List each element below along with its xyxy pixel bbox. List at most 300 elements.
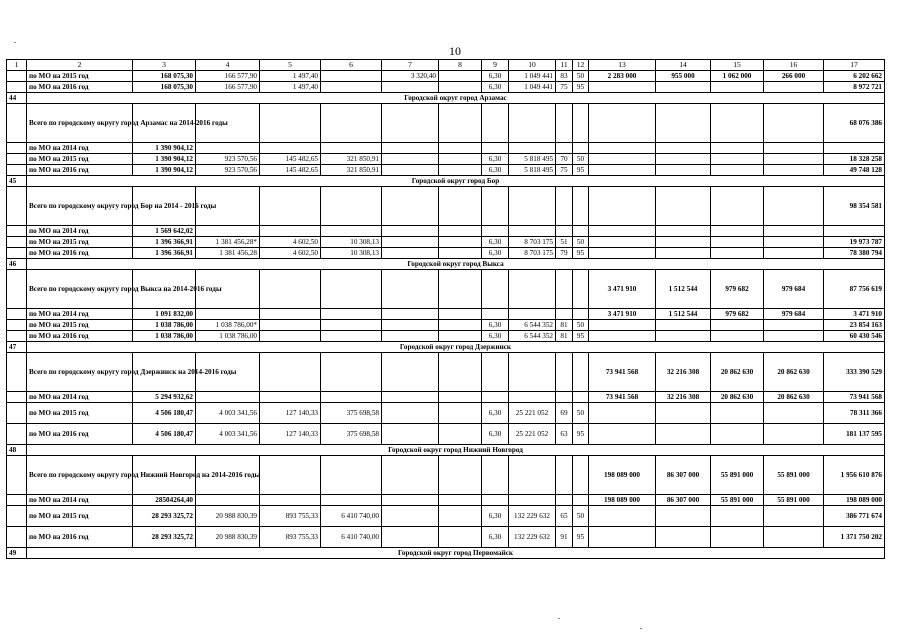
table-cell [509,104,556,143]
column-header: 10 [509,60,556,71]
table-cell [573,187,589,226]
row-label: по МО на 2014 год [27,392,133,403]
table-cell [196,309,260,320]
table-cell: 4 602,50 [260,237,321,248]
table-cell [573,270,589,309]
table-cell: 8 703 175 [509,248,556,259]
scan-mark [14,42,16,43]
table-cell [260,143,321,154]
table-cell: 55 891 000 [711,456,764,495]
table-cell [509,270,556,309]
table-cell: 198 089 000 [824,495,885,506]
row-label: по МО на 2016 год [27,331,133,342]
table-cell [7,104,27,143]
table-cell [656,248,711,259]
table-cell [764,320,824,331]
table-cell: 132 229 632 [509,506,556,527]
table-cell [589,527,656,548]
table-cell: 893 755,33 [260,527,321,548]
table-cell [556,143,573,154]
table-cell: 49 748 128 [824,165,885,176]
row-label: по МО на 2016 год [27,424,133,445]
table-cell [439,495,482,506]
table-cell: 8 972 721 [824,82,885,93]
table-cell [764,506,824,527]
table-cell [589,320,656,331]
table-cell [711,248,764,259]
table-cell [321,320,382,331]
table-cell: 1 956 610 876 [824,456,885,495]
table-cell [382,165,439,176]
table-cell: 6,30 [482,527,509,548]
table-cell [439,353,482,392]
table-cell: 166 577,90 [196,71,260,82]
table-cell [439,143,482,154]
row-label: по МО на 2015 год [27,154,133,165]
page-number: 10 [449,44,461,58]
table-cell: 73 941 568 [824,392,885,403]
table-cell: 25 221 052 [509,424,556,445]
table-cell [439,187,482,226]
section-title: Городской округ город Бор [27,176,885,187]
table-cell: 73 941 568 [589,392,656,403]
table-cell: 181 137 595 [824,424,885,445]
table-cell [764,187,824,226]
table-cell [7,424,27,445]
table-cell [764,104,824,143]
section-row [7,259,885,270]
table-cell: 20 862 630 [764,392,824,403]
table-cell [439,403,482,424]
table-cell: 78 311 366 [824,403,885,424]
table-cell [509,226,556,237]
table-cell: 20 862 630 [764,353,824,392]
row-label: по МО на 2015 год [27,320,133,331]
table-cell [556,495,573,506]
table-cell: 6,30 [482,248,509,259]
table-cell: 1 371 750 202 [824,527,885,548]
table-cell [439,154,482,165]
row-label: Всего по городскому округу город Бор на 2014 - 2016 годы [27,187,133,226]
table-cell [382,82,439,93]
table-cell [382,104,439,143]
row-label: по МО на 2016 год [27,165,133,176]
total-row [7,353,885,392]
table-cell [711,331,764,342]
column-header: 14 [656,60,711,71]
table-cell: 198 089 000 [589,456,656,495]
table-cell: 3 471 910 [589,309,656,320]
table-cell [7,143,27,154]
row-label: по МО на 2016 год [27,527,133,548]
table-row [7,392,885,403]
table-cell: 6,30 [482,154,509,165]
table-cell: 375 698,58 [321,403,382,424]
table-cell: 1 381 456,28* [196,237,260,248]
table-cell: 50 [573,403,589,424]
table-cell [556,353,573,392]
table-cell: 19 973 787 [824,237,885,248]
table-cell: 5 818 495 [509,154,556,165]
table-cell [321,392,382,403]
table-cell [260,270,321,309]
table-cell [321,456,382,495]
table-cell [656,165,711,176]
table-cell: 6,30 [482,424,509,445]
table-cell [509,309,556,320]
table-cell: 168 075,30 [133,82,196,93]
table-cell: 23 854 163 [824,320,885,331]
table-cell: 60 430 546 [824,331,885,342]
table-cell: 87 756 619 [824,270,885,309]
table-cell [439,237,482,248]
table-cell [556,456,573,495]
table-cell [711,527,764,548]
table-cell [7,82,27,93]
table-row [7,424,885,445]
table-cell [556,226,573,237]
table-cell: 50 [573,506,589,527]
table-cell [656,320,711,331]
table-cell [260,226,321,237]
column-header: 9 [482,60,509,71]
table-cell: 1 396 366,91 [133,248,196,259]
table-cell [382,320,439,331]
table-cell [509,392,556,403]
table-cell: 1 049 441 [509,82,556,93]
table-row [7,82,885,93]
table-cell [711,165,764,176]
table-cell [382,143,439,154]
section-title: Городской округ город Нижний Новгород [27,445,885,456]
table-cell [439,71,482,82]
table-cell [589,143,656,154]
table-cell: 127 140,33 [260,424,321,445]
table-cell: 28504264,40 [133,495,196,506]
table-cell: 55 891 000 [711,495,764,506]
table-cell: 1 569 642,02 [133,226,196,237]
table-cell: 98 354 581 [824,187,885,226]
table-cell: 1 497,40 [260,71,321,82]
table-cell [321,71,382,82]
table-cell [764,424,824,445]
table-cell: 4 602,50 [260,248,321,259]
table-cell [764,154,824,165]
table-cell [7,309,27,320]
table-cell [509,456,556,495]
section-row [7,93,885,104]
table-cell [7,320,27,331]
table-cell [439,506,482,527]
table-cell: 321 850,91 [321,154,382,165]
table-cell [196,226,260,237]
table-row [7,506,885,527]
table-cell [7,403,27,424]
table-cell [824,143,885,154]
table-cell [656,331,711,342]
table-cell: 20 862 630 [711,392,764,403]
table-cell [7,165,27,176]
table-cell [482,495,509,506]
table-cell [439,82,482,93]
table-cell: 1 038 786,00 [133,320,196,331]
section-title: Городской округ город Арзамас [27,93,885,104]
table-cell [656,424,711,445]
row-label: по МО на 2016 год [27,248,133,259]
table-cell [482,270,509,309]
table-cell [656,237,711,248]
table-cell: 95 [573,82,589,93]
table-cell [321,331,382,342]
table-cell: 893 755,33 [260,506,321,527]
table-cell: 979 684 [764,309,824,320]
table-cell [439,527,482,548]
table-row [7,331,885,342]
column-header: 2 [27,60,133,71]
table-cell: 6 410 740,00 [321,506,382,527]
table-cell [7,456,27,495]
table-cell: 51 [556,237,573,248]
table-cell [589,154,656,165]
scan-mark [640,628,642,629]
scan-mark [558,618,560,619]
table-cell [439,165,482,176]
table-cell [556,392,573,403]
table-cell [482,456,509,495]
table-cell [711,187,764,226]
table-cell [382,353,439,392]
table-cell: 20 988 830,39 [196,527,260,548]
table-cell [556,187,573,226]
row-label: Всего по городскому округу город Арзамас на 2014-2016 годы [27,104,133,143]
table-cell [824,226,885,237]
table-cell: 81 [556,331,573,342]
table-cell: 32 216 308 [656,392,711,403]
table-cell: 95 [573,527,589,548]
table-cell [482,187,509,226]
table-cell [439,248,482,259]
table-cell [764,248,824,259]
table-row [7,495,885,506]
table-cell [196,143,260,154]
table-cell: 6,30 [482,320,509,331]
table-cell [321,143,382,154]
section-title: Городской округ город Выкса [27,259,885,270]
table-cell [439,320,482,331]
table-cell [382,270,439,309]
row-label: Всего по городскому округу город Выкса на 2014-2016 годы [27,270,133,309]
total-row [7,456,885,495]
section-number: 48 [7,445,27,456]
section-number: 46 [7,259,27,270]
table-cell: 923 570,56 [196,154,260,165]
section-row [7,342,885,353]
data-table [6,59,885,559]
table-row [7,226,885,237]
table-cell: 83 [556,71,573,82]
table-cell: 6 202 662 [824,71,885,82]
table-cell [196,495,260,506]
table-cell [321,270,382,309]
table-cell [382,456,439,495]
table-cell: 4 506 180,47 [133,424,196,445]
table-cell [321,82,382,93]
table-cell: 95 [573,424,589,445]
table-cell [656,527,711,548]
table-cell [573,226,589,237]
table-cell [656,506,711,527]
table-cell: 50 [573,154,589,165]
table-cell: 55 891 000 [764,495,824,506]
table-cell [589,165,656,176]
table-cell [382,495,439,506]
table-cell [556,104,573,143]
table-cell: 979 682 [711,270,764,309]
table-cell [509,353,556,392]
table-cell [7,226,27,237]
table-cell [382,506,439,527]
table-cell [7,353,27,392]
table-cell: 86 307 000 [656,495,711,506]
table-cell [382,187,439,226]
table-cell: 333 390 529 [824,353,885,392]
table-cell [260,353,321,392]
table-cell [711,154,764,165]
column-header: 11 [556,60,573,71]
row-label: Всего по городскому округу город Нижний Новгород на 2014-2016 годы [27,456,133,495]
table-cell [439,456,482,495]
table-cell: 86 307 000 [656,456,711,495]
column-header: 12 [573,60,589,71]
section-row [7,548,885,559]
table-cell: 145 482,65 [260,154,321,165]
table-cell [573,309,589,320]
section-number: 45 [7,176,27,187]
table-cell [656,82,711,93]
section-row [7,176,885,187]
row-label: по МО на 2014 год [27,226,133,237]
table-cell: 1 390 904,12 [133,143,196,154]
table-cell [656,154,711,165]
row-label: по МО на 2016 год [27,82,133,93]
column-header: 8 [439,60,482,71]
table-cell [382,424,439,445]
row-label: по МО на 2014 год [27,495,133,506]
table-cell [382,392,439,403]
row-label: по МО на 2014 год [27,143,133,154]
table-cell: 132 229 632 [509,527,556,548]
table-cell: 95 [573,165,589,176]
table-row [7,165,885,176]
table-cell: 168 075,30 [133,71,196,82]
column-header: 1 [7,60,27,71]
table-cell: 955 000 [656,71,711,82]
table-cell [656,187,711,226]
column-header: 5 [260,60,321,71]
table-cell [260,320,321,331]
table-cell [711,143,764,154]
table-cell [764,165,824,176]
table-row [7,248,885,259]
table-cell [589,506,656,527]
table-cell [589,104,656,143]
table-cell: 979 682 [711,309,764,320]
table-cell: 6 410 740,00 [321,527,382,548]
table-cell: 18 328 258 [824,154,885,165]
table-cell [589,187,656,226]
table-cell: 166 577,90 [196,82,260,93]
table-cell [382,403,439,424]
table-cell [764,82,824,93]
table-cell [439,226,482,237]
table-cell [260,309,321,320]
table-cell [589,237,656,248]
table-cell: 5 818 495 [509,165,556,176]
column-header: 15 [711,60,764,71]
table-cell [509,495,556,506]
table-cell: 5 294 932,62 [133,392,196,403]
table-row [7,527,885,548]
table-cell [764,527,824,548]
table-cell [556,270,573,309]
header-row [7,60,885,71]
table-cell [439,309,482,320]
table-cell: 25 221 052 [509,403,556,424]
table-cell [7,506,27,527]
total-row [7,187,885,226]
table-cell: 95 [573,248,589,259]
column-header: 16 [764,60,824,71]
row-label: по МО на 2015 год [27,71,133,82]
table-cell [482,353,509,392]
table-cell: 75 [556,165,573,176]
row-label: Всего по городскому округу город Дзержинск на 2014-2016 годы [27,353,133,392]
table-cell: 63 [556,424,573,445]
table-cell [711,424,764,445]
table-cell [382,248,439,259]
table-cell: 321 850,91 [321,165,382,176]
table-cell: 10 308,13 [321,237,382,248]
table-cell [573,353,589,392]
table-cell [260,495,321,506]
table-cell [196,392,260,403]
table-cell [260,187,321,226]
table-cell: 1 038 786,00 [133,331,196,342]
table-cell [7,237,27,248]
table-cell [439,270,482,309]
table-cell [382,226,439,237]
table-cell: 32 216 308 [656,353,711,392]
table-cell [482,104,509,143]
table-cell [589,403,656,424]
table-cell [764,403,824,424]
table-cell: 79 [556,248,573,259]
table-cell [711,403,764,424]
table-cell: 10 308,13 [321,248,382,259]
table-cell: 20 862 630 [711,353,764,392]
table-cell [711,506,764,527]
table-cell [439,392,482,403]
table-cell: 4 003 341,56 [196,403,260,424]
table-cell [764,143,824,154]
table-cell: 4 003 341,56 [196,424,260,445]
table-cell [589,424,656,445]
table-cell: 1 381 456,28 [196,248,260,259]
row-label: по МО на 2015 год [27,506,133,527]
section-title: Городской округ город Первомайск [27,548,885,559]
table-row [7,403,885,424]
table-cell: 81 [556,320,573,331]
